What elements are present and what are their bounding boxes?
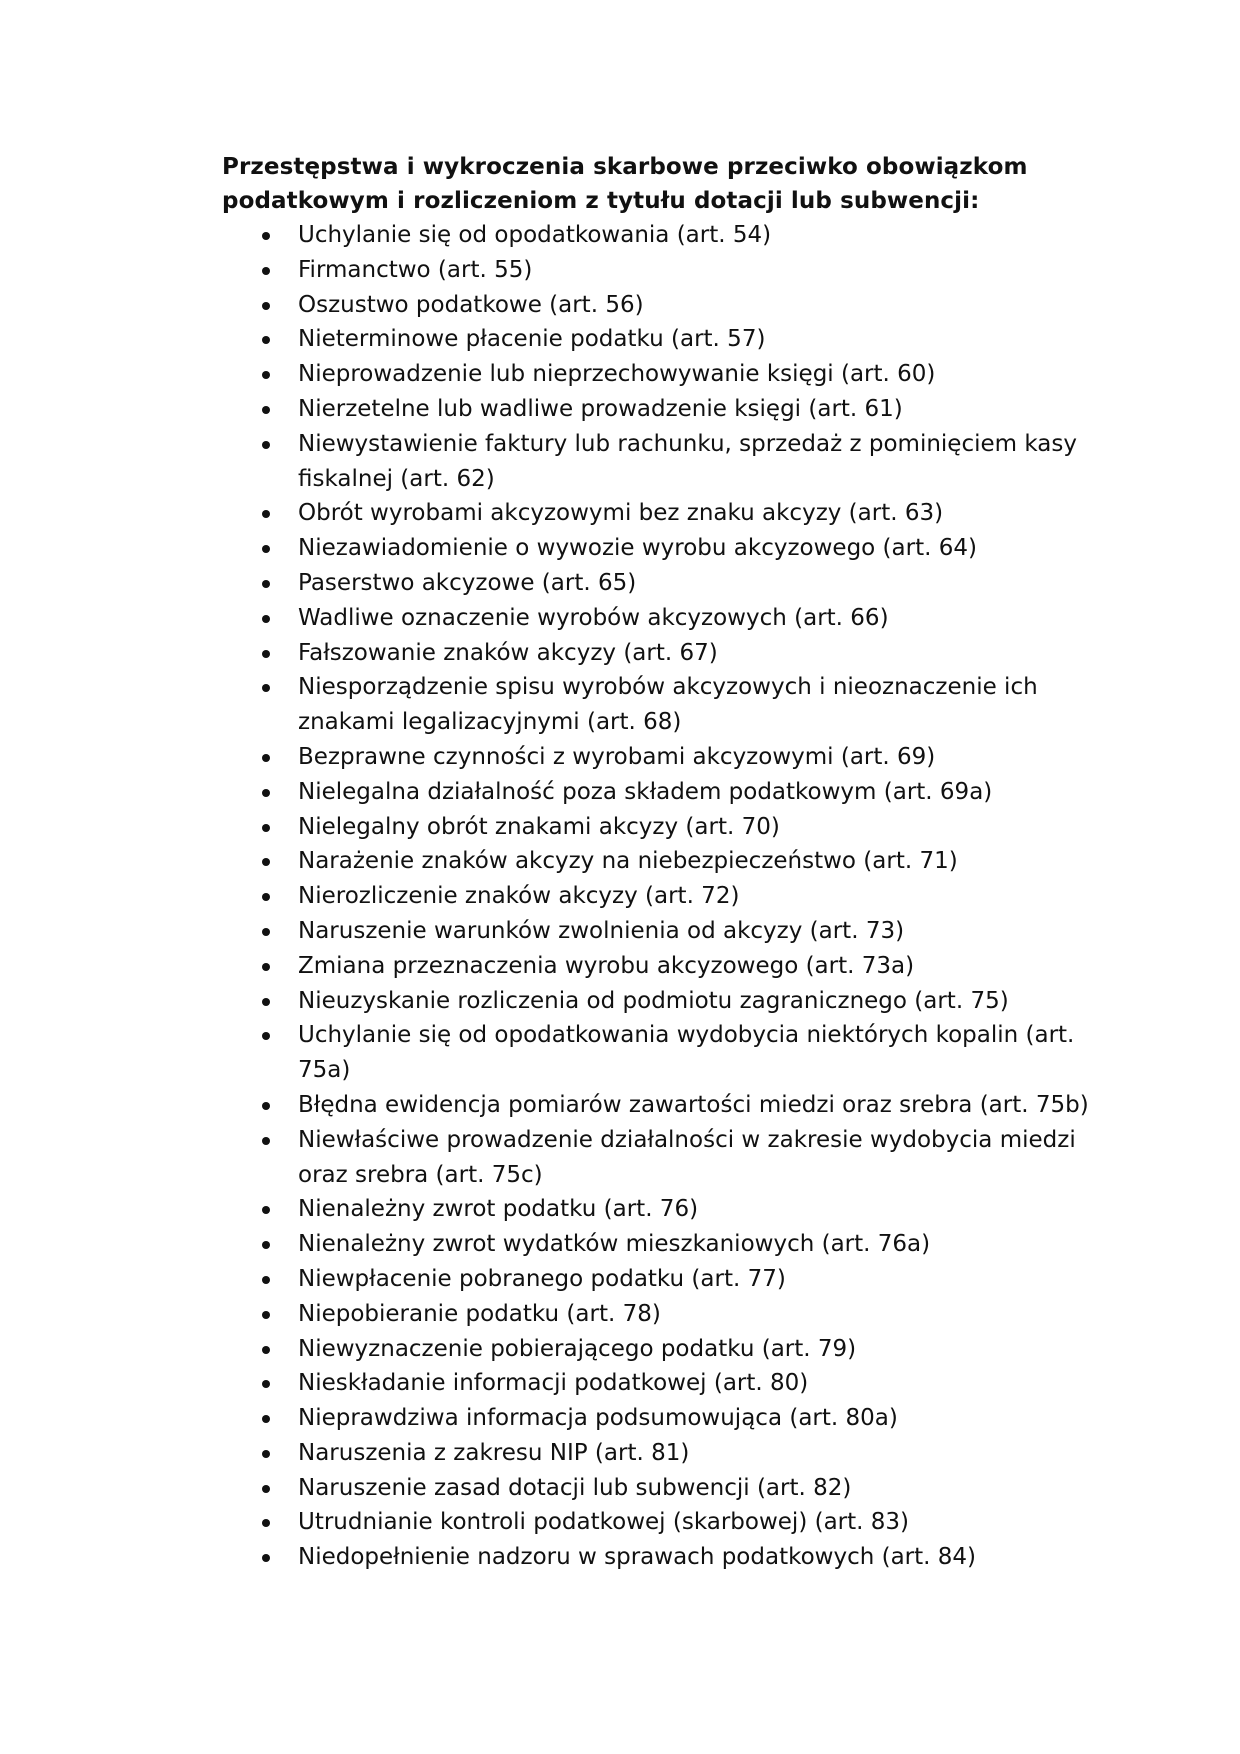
- list-item-text: Nierzetelne lub wadliwe prowadzenie księgi (art. 61): [298, 395, 903, 422]
- bullet-icon: [262, 406, 270, 414]
- list-item-text: Niewyznaczenie pobierającego podatku (art. 79): [298, 1335, 857, 1362]
- bullet-icon: [262, 1032, 270, 1040]
- bullet-icon: [262, 963, 270, 971]
- list-item: [222, 357, 1122, 392]
- heading-line-1: Przestępstwa i wykroczenia skarbowe przeciwko obowiązkom: [222, 154, 1028, 180]
- list-item-text: Utrudnianie kontroli podatkowej (skarbowej) (art. 83): [298, 1509, 910, 1536]
- list-item-text: Naruszenie zasad dotacji lub subwencji (art. 82): [298, 1474, 852, 1501]
- bullet-icon: [262, 1241, 270, 1249]
- list-item: [222, 392, 1122, 427]
- list-item: [222, 601, 1122, 636]
- list-item-text: Bezprawne czynności z wyrobami akcyzowymi (art. 69): [298, 743, 936, 770]
- list-item: [222, 740, 1122, 775]
- bullet-icon: [262, 1415, 270, 1423]
- list-item-text: Fałszowanie znaków akcyzy (art. 67): [298, 639, 718, 666]
- bullet-icon: [262, 510, 270, 518]
- list-item: [222, 322, 1122, 357]
- list-item: [222, 879, 1122, 914]
- list-item-text: Nielegalna działalność poza składem podatkowym (art. 69a): [298, 778, 993, 805]
- list-item: [222, 636, 1122, 671]
- bullet-icon: [262, 1276, 270, 1284]
- list-item-text: Uchylanie się od opodatkowania wydobycia niektórych kopalin (art. 75a): [298, 1022, 1075, 1084]
- list-item: [222, 1018, 1122, 1088]
- list-item-text: Oszustwo podatkowe (art. 56): [298, 291, 644, 318]
- list-item: [222, 427, 1122, 497]
- bullet-icon: [262, 441, 270, 449]
- bullet-icon: [262, 615, 270, 623]
- list-item-text: Nieprowadzenie lub nieprzechowywanie księgi (art. 60): [298, 361, 936, 388]
- list-item-text: Paserstwo akcyzowe (art. 65): [298, 569, 637, 596]
- bullet-icon: [262, 580, 270, 588]
- list-item-text: Uchylanie się od opodatkowania (art. 54): [298, 222, 772, 248]
- list-item-text: Nieprawdziwa informacja podsumowująca (art. 80a): [298, 1405, 898, 1432]
- list-item: [222, 810, 1122, 845]
- list-item: [222, 566, 1122, 601]
- document-heading: [222, 150, 1122, 218]
- bullet-icon: [262, 1311, 270, 1319]
- bullet-icon: [262, 1346, 270, 1354]
- bullet-icon: [262, 824, 270, 832]
- list-item-text: Nieterminowe płacenie podatku (art. 57): [298, 326, 766, 353]
- list-item: [222, 1088, 1122, 1123]
- bullet-icon: [262, 302, 270, 310]
- list-item-text: Niedopełnienie nadzoru w sprawach podatkowych (art. 84): [298, 1544, 977, 1571]
- list-item: [222, 1401, 1122, 1436]
- bullet-icon: [262, 754, 270, 762]
- list-item-text: Nierozliczenie znaków akcyzy (art. 72): [298, 883, 740, 910]
- bullet-icon: [262, 336, 270, 344]
- list-item-text: Niepobieranie podatku (art. 78): [298, 1300, 661, 1327]
- list-item: [222, 984, 1122, 1019]
- list-item: [222, 1123, 1122, 1193]
- heading-line-2: podatkowym i rozliczeniom z tytułu dotacji lub subwencji:: [222, 188, 980, 214]
- bullet-icon: [262, 893, 270, 901]
- list-item-text: Nielegalny obrót znakami akcyzy (art. 70): [298, 813, 780, 840]
- list-item: [222, 1262, 1122, 1297]
- list-item: [222, 914, 1122, 949]
- list-item: [222, 949, 1122, 984]
- list-item: [222, 1192, 1122, 1227]
- list-item: [222, 1540, 1122, 1575]
- bullet-icon: [262, 928, 270, 936]
- list-item: [222, 1436, 1122, 1471]
- bullet-icon: [262, 1206, 270, 1214]
- document-content: [222, 150, 1122, 1575]
- list-item-text: Naruszenie warunków zwolnienia od akcyzy (art. 73): [298, 917, 905, 944]
- bullet-icon: [262, 267, 270, 275]
- list-item: [222, 1332, 1122, 1367]
- list-item-text: Obrót wyrobami akcyzowymi bez znaku akcyzy (art. 63): [298, 500, 944, 527]
- list-item-text: Niewystawienie faktury lub rachunku, sprzedaż z pominięciem kasy fiskalnej (art. 62): [298, 430, 1077, 492]
- list-item: [222, 1366, 1122, 1401]
- list-item-text: Nienależny zwrot wydatków mieszkaniowych (art. 76a): [298, 1231, 931, 1258]
- bullet-icon: [262, 1554, 270, 1562]
- list-item: [222, 1505, 1122, 1540]
- bullet-icon: [262, 1450, 270, 1458]
- bullet-icon: [262, 371, 270, 379]
- list-item-text: Nieuzyskanie rozliczenia od podmiotu zagranicznego (art. 75): [298, 987, 1009, 1014]
- list-item: [222, 253, 1122, 288]
- list-item: [222, 218, 1122, 253]
- list-item-text: Narażenie znaków akcyzy na niebezpieczeństwo (art. 71): [298, 848, 958, 875]
- list-item-text: Niewłaściwe prowadzenie działalności w zakresie wydobycia miedzi oraz srebra (art. 75c): [298, 1126, 1076, 1188]
- bullet-icon: [262, 998, 270, 1006]
- bullet-icon: [262, 1485, 270, 1493]
- list-item: [222, 1471, 1122, 1506]
- list-item: [222, 844, 1122, 879]
- list-item: [222, 775, 1122, 810]
- bullet-icon: [262, 650, 270, 658]
- bullet-icon: [262, 232, 270, 240]
- list-item: [222, 1227, 1122, 1262]
- list-item: [222, 288, 1122, 323]
- bullet-icon: [262, 789, 270, 797]
- bullet-icon: [262, 858, 270, 866]
- list-item: [222, 496, 1122, 531]
- list-item: [222, 1297, 1122, 1332]
- list-item-text: Błędna ewidencja pomiarów zawartości miedzi oraz srebra (art. 75b): [298, 1091, 1089, 1118]
- bullet-icon: [262, 684, 270, 692]
- list-item-text: Niewpłacenie pobranego podatku (art. 77): [298, 1265, 786, 1292]
- bullet-icon: [262, 1102, 270, 1110]
- list-item-text: Nieskładanie informacji podatkowej (art. 80): [298, 1370, 809, 1397]
- offense-list: [222, 218, 1122, 1575]
- list-item-text: Firmanctwo (art. 55): [298, 256, 533, 283]
- bullet-icon: [262, 1137, 270, 1145]
- list-item-text: Wadliwe oznaczenie wyrobów akcyzowych (art. 66): [298, 604, 889, 631]
- list-item: [222, 531, 1122, 566]
- list-item: [222, 670, 1122, 740]
- list-item-text: Niezawiadomienie o wywozie wyrobu akcyzowego (art. 64): [298, 535, 977, 562]
- list-item-text: Niesporządzenie spisu wyrobów akcyzowych i nieoznaczenie ich znakami legalizacyjnymi (art. 68): [298, 674, 1038, 736]
- bullet-icon: [262, 1380, 270, 1388]
- list-item-text: Zmiana przeznaczenia wyrobu akcyzowego (art. 73a): [298, 952, 915, 979]
- list-item-text: Nienależny zwrot podatku (art. 76): [298, 1196, 699, 1223]
- list-item-text: Naruszenia z zakresu NIP (art. 81): [298, 1439, 690, 1466]
- bullet-icon: [262, 1519, 270, 1527]
- bullet-icon: [262, 545, 270, 553]
